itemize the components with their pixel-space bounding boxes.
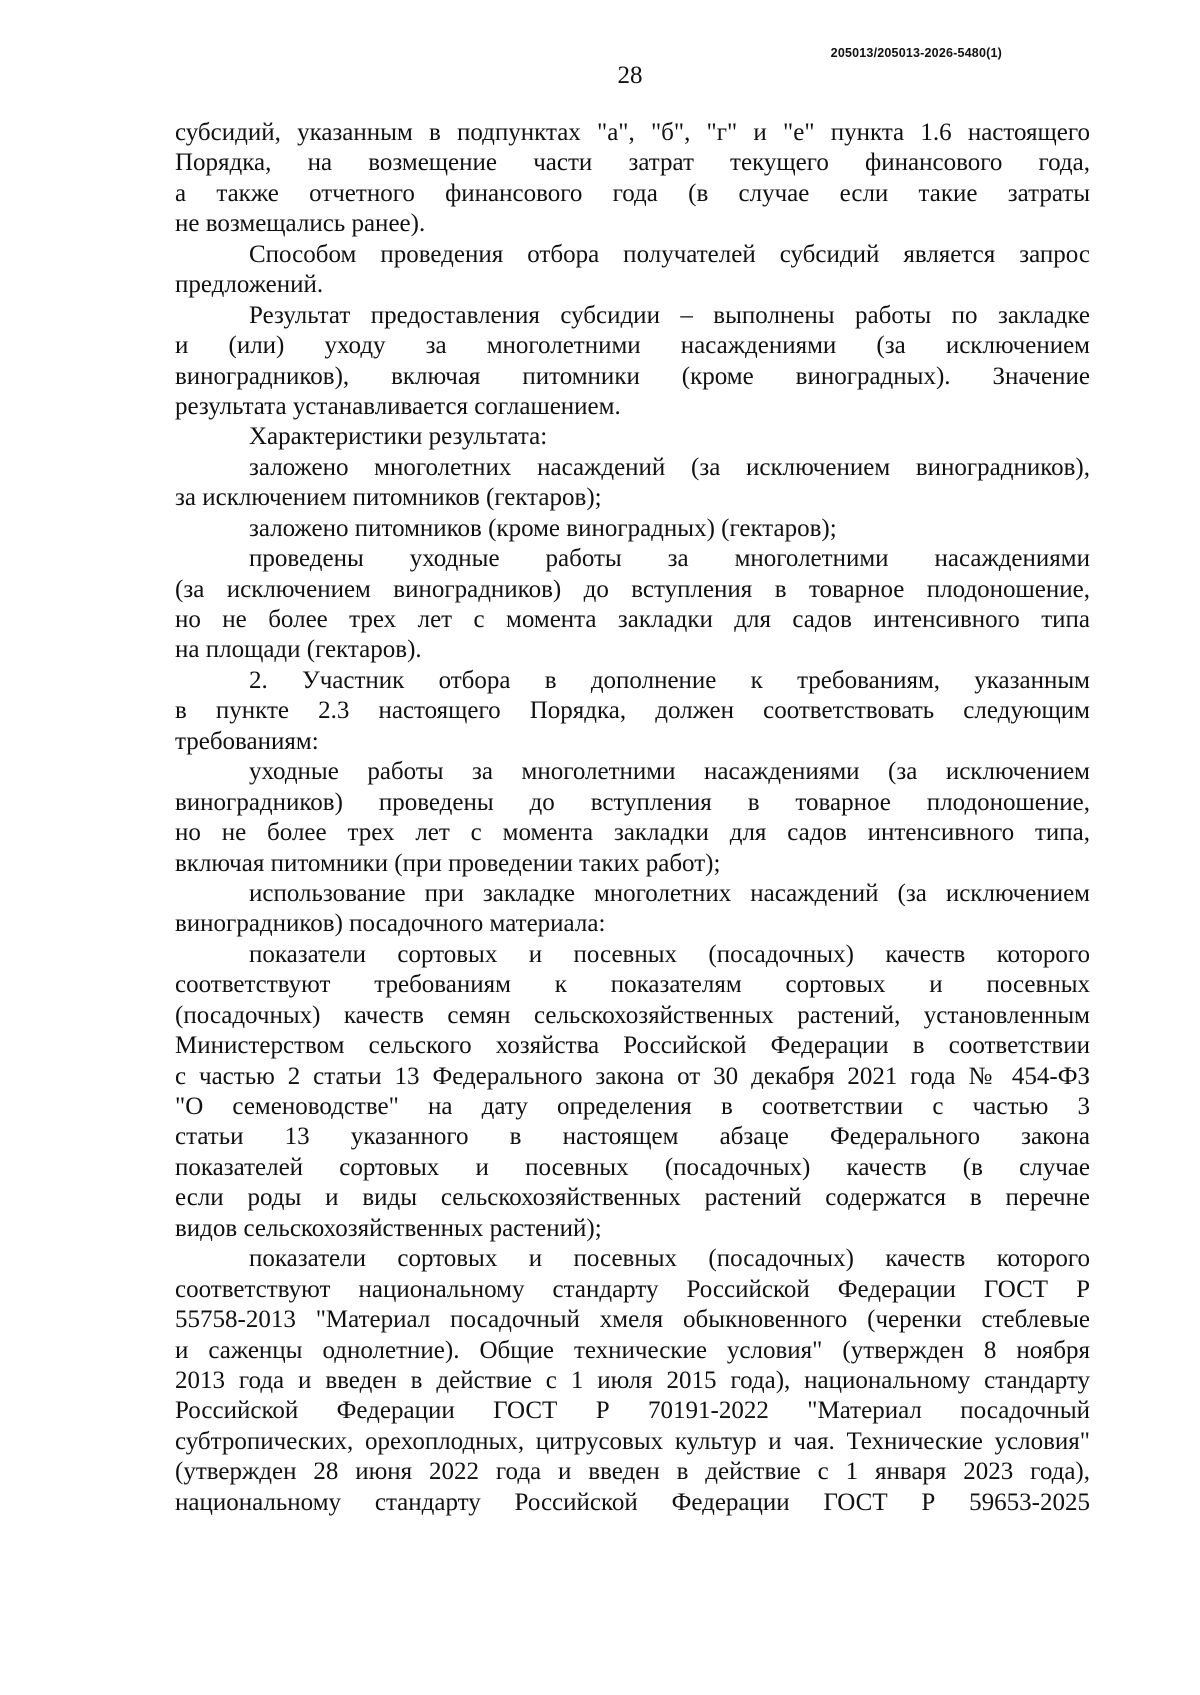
text-line: (посадочных) качеств семян сельскохозяйственных растений, установленным	[175, 1001, 1090, 1029]
text-line: статьи 13 указанного в настоящем абзаце Федерального закона	[175, 1123, 1090, 1151]
text-line: 2013 года и введен в действие с 1 июля 2015 года), национальному стандарту	[175, 1366, 1090, 1394]
text-line: результата устанавливается соглашением.	[175, 392, 621, 420]
text-line: соответствуют требованиям к показателям сортовых и посевных	[175, 971, 1090, 999]
text-line: если роды и виды сельскохозяйственных растений содержатся в перечне	[175, 1184, 1090, 1212]
text-line: не возмещались ранее).	[175, 210, 426, 238]
text-line: но не более трех лет с момента закладки для садов интенсивного типа	[175, 606, 1090, 633]
text-line: (утвержден 28 июня 2022 года и введен в действие с 1 января 2023 года),	[175, 1458, 1090, 1486]
text-line: уходные работы за многолетними насаждениями (за исключением	[249, 758, 1090, 786]
text-line: 2. Участник отбора в дополнение к требованиям, указанным	[249, 666, 1090, 694]
page-number: 28	[617, 62, 643, 89]
text-line: национальному стандарту Российской Федерации ГОСТ Р 59653-2025	[175, 1488, 1090, 1516]
text-line: виноградников) посадочного материала:	[175, 910, 606, 938]
text-line: Способом проведения отбора получателей субсидий является запрос	[249, 240, 1090, 268]
text-line: и (или) уходу за многолетними насаждениями (за исключением	[175, 332, 1090, 360]
text-line: в пункте 2.3 настоящего Порядка, должен соответствовать следующим	[175, 697, 1090, 725]
text-line: Результат предоставления субсидии – выполнены работы по закладке	[249, 301, 1090, 329]
text-line: (за исключением виноградников) до вступления в товарное плодоношение,	[175, 575, 1090, 603]
text-line: "О семеноводстве" на дату определения в соответствии с частью 3	[175, 1093, 1090, 1120]
text-line: 55758-2013 "Материал посадочный хмеля обыкновенного (черенки стеблевые	[175, 1306, 1090, 1334]
text-line: Характеристики результата:	[249, 423, 548, 451]
text-line: с частью 2 статьи 13 Федерального закона от 30 декабря 2021 года № 454-ФЗ	[175, 1062, 1090, 1090]
text-line: показатели сортовых и посевных (посадочных) качеств которого	[249, 1245, 1090, 1273]
text-line: Министерством сельского хозяйства Российской Федерации в соответствии	[175, 1032, 1090, 1060]
text-line: предложений.	[175, 271, 324, 299]
text-line: показателей сортовых и посевных (посадочных) качеств (в случае	[175, 1153, 1090, 1181]
document-id: 205013/205013-2026-5480(1)	[830, 46, 1002, 60]
text-line: но не более трех лет с момента закладки для садов интенсивного типа,	[175, 819, 1090, 847]
text-line: требованиям:	[175, 727, 319, 755]
text-line: субтропических, орехоплодных, цитрусовых культур и чая. Технические условия"	[175, 1427, 1090, 1455]
text-line: проведены уходные работы за многолетними насаждениями	[249, 545, 1090, 573]
text-line: заложено многолетних насаждений (за исключением виноградников),	[249, 453, 1090, 481]
text-line: и саженцы однолетние). Общие технические условия" (утвержден 8 ноября	[175, 1336, 1090, 1364]
text-line: использование при закладке многолетних насаждений (за исключением	[249, 879, 1090, 907]
text-line: Порядка, на возмещение части затрат текущего финансового года,	[175, 149, 1090, 177]
text-line: субсидий, указанным в подпунктах "а", "б", "г" и "е" пункта 1.6 настоящего	[175, 119, 1090, 146]
text-line: заложено питомников (кроме виноградных) (гектаров);	[249, 514, 837, 542]
text-line: Российской Федерации ГОСТ Р 70191-2022 "Материал посадочный	[175, 1397, 1090, 1425]
text-line: виноградников), включая питомники (кроме виноградных). Значение	[175, 362, 1090, 390]
text-line: а также отчетного финансового года (в случае если такие затраты	[175, 179, 1090, 207]
document-body	[175, 118, 1090, 1518]
text-line: виноградников) проведены до вступления в товарное плодоношение,	[175, 788, 1090, 816]
text-line: включая питомники (при проведении таких работ);	[175, 849, 721, 877]
text-line: соответствуют национальному стандарту Российской Федерации ГОСТ Р	[175, 1275, 1090, 1303]
text-line: показатели сортовых и посевных (посадочных) качеств которого	[249, 940, 1090, 968]
text-line: на площади (гектаров).	[175, 636, 422, 664]
text-line: видов сельскохозяйственных растений);	[175, 1214, 602, 1242]
text-line: за исключением питомников (гектаров);	[175, 484, 602, 512]
